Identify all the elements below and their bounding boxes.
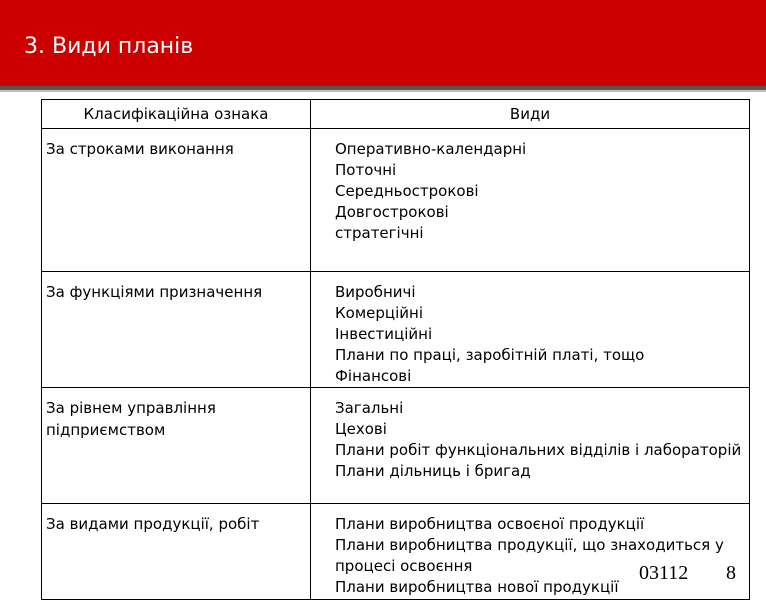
list-item: Плани дільниць і бригад (335, 462, 531, 480)
page-number: 8 (726, 562, 736, 584)
footer-code: 03112 (639, 562, 692, 584)
column-header-types: Види (311, 100, 750, 129)
row-items (311, 129, 750, 272)
table-row (42, 388, 750, 504)
row-items (311, 504, 750, 600)
list-item: Оперативно-календарні (335, 140, 527, 158)
row-category: За видами продукції, робіт (42, 504, 311, 600)
row-items (311, 388, 750, 504)
column-header-criterion: Класифікаційна ознака (42, 100, 311, 129)
list-item: Загальні (335, 399, 404, 417)
title-bar (0, 0, 766, 86)
title-divider-shadow (0, 90, 766, 92)
list-item: Плани виробництва нової продукції (335, 578, 619, 596)
list-item: стратегічні (335, 224, 424, 242)
list-item: Поточні (335, 161, 397, 179)
list-item: Середньострокові (335, 182, 479, 200)
list-item: Довгострокові (335, 203, 449, 221)
table-row (42, 129, 750, 272)
list-item: Виробничі (335, 283, 416, 301)
row-category: За рівнем управління підприємством (42, 388, 311, 504)
list-item: Фінансові (335, 367, 412, 385)
row-items (311, 272, 750, 388)
table-header-row (42, 100, 750, 129)
list-item: Плани робіт функціональних відділів і лабораторій (335, 441, 742, 459)
list-item: Інвестиційні (335, 325, 433, 343)
plan-types-table (41, 99, 750, 600)
list-item: Плани по праці, заробітній платі, тощо (335, 346, 645, 364)
row-category: За функціями призначення (42, 272, 311, 388)
list-item: Цехові (335, 420, 387, 438)
table-row (42, 504, 750, 600)
list-item: Плани виробництва освоєної продукції (335, 515, 645, 533)
row-category: За строками виконання (42, 129, 311, 272)
table-row (42, 272, 750, 388)
list-item: Комерційні (335, 304, 423, 322)
slide-title: 3. Види планів (24, 34, 194, 59)
list-item: Плани виробництва продукції, що знаходиться у процесі освоєння (335, 536, 724, 575)
